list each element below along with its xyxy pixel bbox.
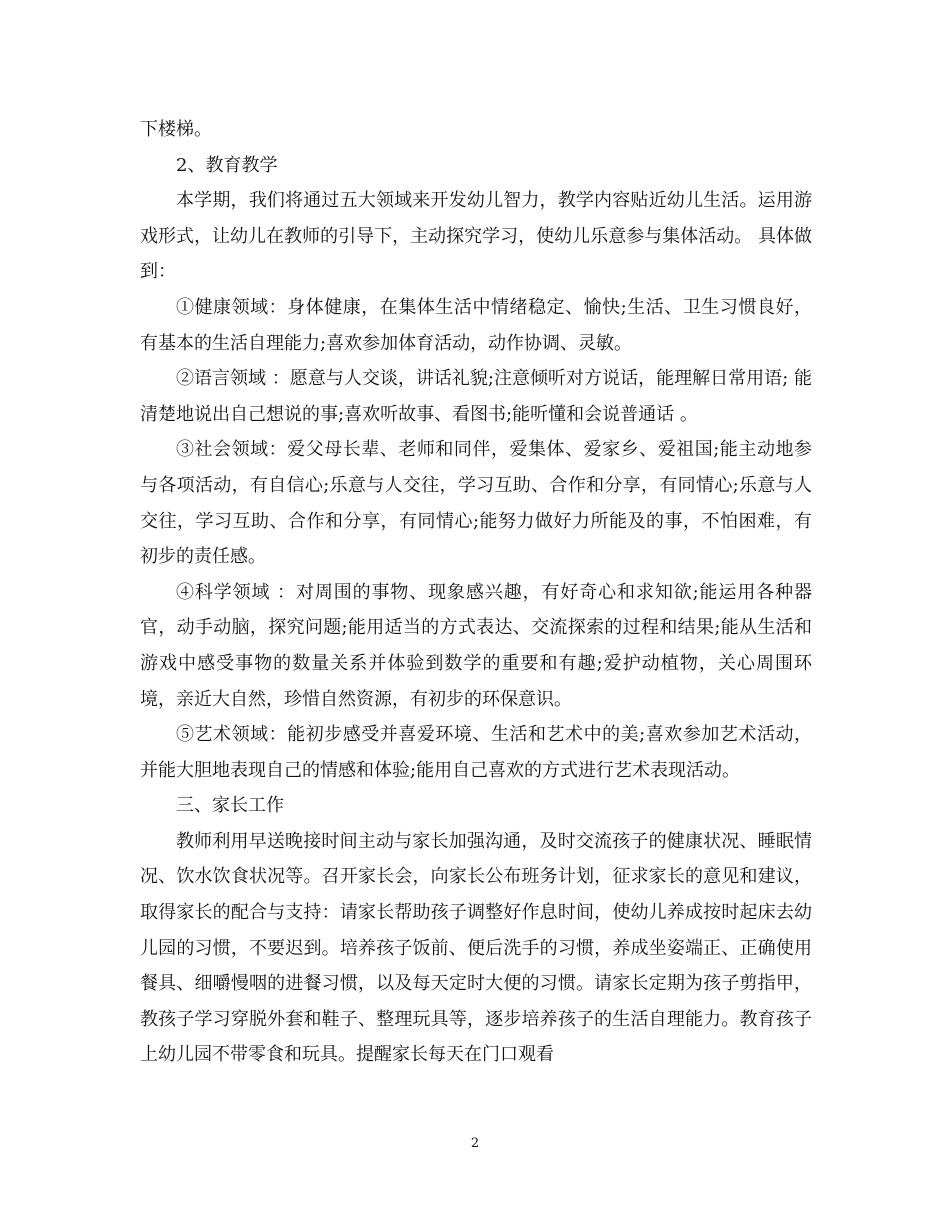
paragraph-teaching-intro: 本学期，我们将通过五大领域来开发幼儿智力，教学内容贴近幼儿生活。运用游戏形式，让幼儿在教师的引导下，主动探究学习，使幼儿乐意参与集体活动。 具体做到： bbox=[140, 190, 812, 283]
section-heading-teaching: 2、教育教学 bbox=[176, 154, 278, 176]
paragraph-language-domain: ②语言领域 ：愿意与人交谈，讲话礼貌;注意倾听对方说话，能理解日常用语; 能清楚地说出自己想说的事;喜欢听故事、看图书;能听懂和会说普通话 。 bbox=[140, 368, 812, 425]
section-heading-parents: 三、家长工作 bbox=[176, 795, 284, 817]
paragraph-art-domain: ⑤艺术领域：能初步感受并喜爱环境、生活和艺术中的美;喜欢参加艺术活动，并能大胆地表现自己的情感和体验;能用自己喜欢的方式进行艺术表现活动。 bbox=[140, 724, 812, 781]
paragraph-parent-work: 教师利用早送晚接时间主动与家长加强沟通，及时交流孩子的健康状况、睡眠情况、饮水饮食状况等。召开家长会，向家长公布班务计划，征求家长的意见和建议，取得家长的配合与支持：请家长帮助孩子调整好作息时间，使幼儿养成按时起床去幼儿园的习惯，不要迟到。培养孩子饭前、便后洗手的习惯，养成坐姿端正、正确使用餐具、细嚼慢咽的进餐习惯，以及每天定时大便的习惯。请家长定期为孩子剪指甲，教孩子学习穿脱外套和鞋子、整理玩具等，逐步培养孩子的生活自理能力。教育孩子上幼儿园不带零食和玩具。提醒家长每天在门口观看 bbox=[140, 830, 812, 1066]
paragraph-social-domain: ③社会领域：爱父母长辈、老师和同伴，爱集体、爱家乡、爱祖国;能主动地参与各项活动，有自信心;乐意与人交往，学习互助、合作和分享，有同情心;乐意与人交往，学习互助、合作和分享，有同情心;能努力做好力所能及的事，不怕困难，有初步的责任感。 bbox=[140, 439, 812, 568]
document-body bbox=[140, 112, 812, 1073]
paragraph-science-domain: ④科学领域 ：对周围的事物、现象感兴趣，有好奇心和求知欲;能运用各种器官，动手动脑，探究问题;能用适当的方式表达、交流探索的过程和结果;能从生活和游戏中感受事物的数量关系并体验到数学的重要和有趣;爱护动植物，关心周围环境，亲近大自然，珍惜自然资源，有初步的环保意识。 bbox=[140, 581, 812, 710]
paragraph-health-domain: ①健康领域：身体健康，在集体生活中情绪稳定、愉快;生活、卫生习惯良好，有基本的生活自理能力;喜欢参加体育活动，动作协调、灵敏。 bbox=[140, 296, 812, 354]
paragraph-continuation: 下楼梯。 bbox=[140, 119, 212, 140]
page-number: 2 bbox=[470, 1136, 480, 1151]
